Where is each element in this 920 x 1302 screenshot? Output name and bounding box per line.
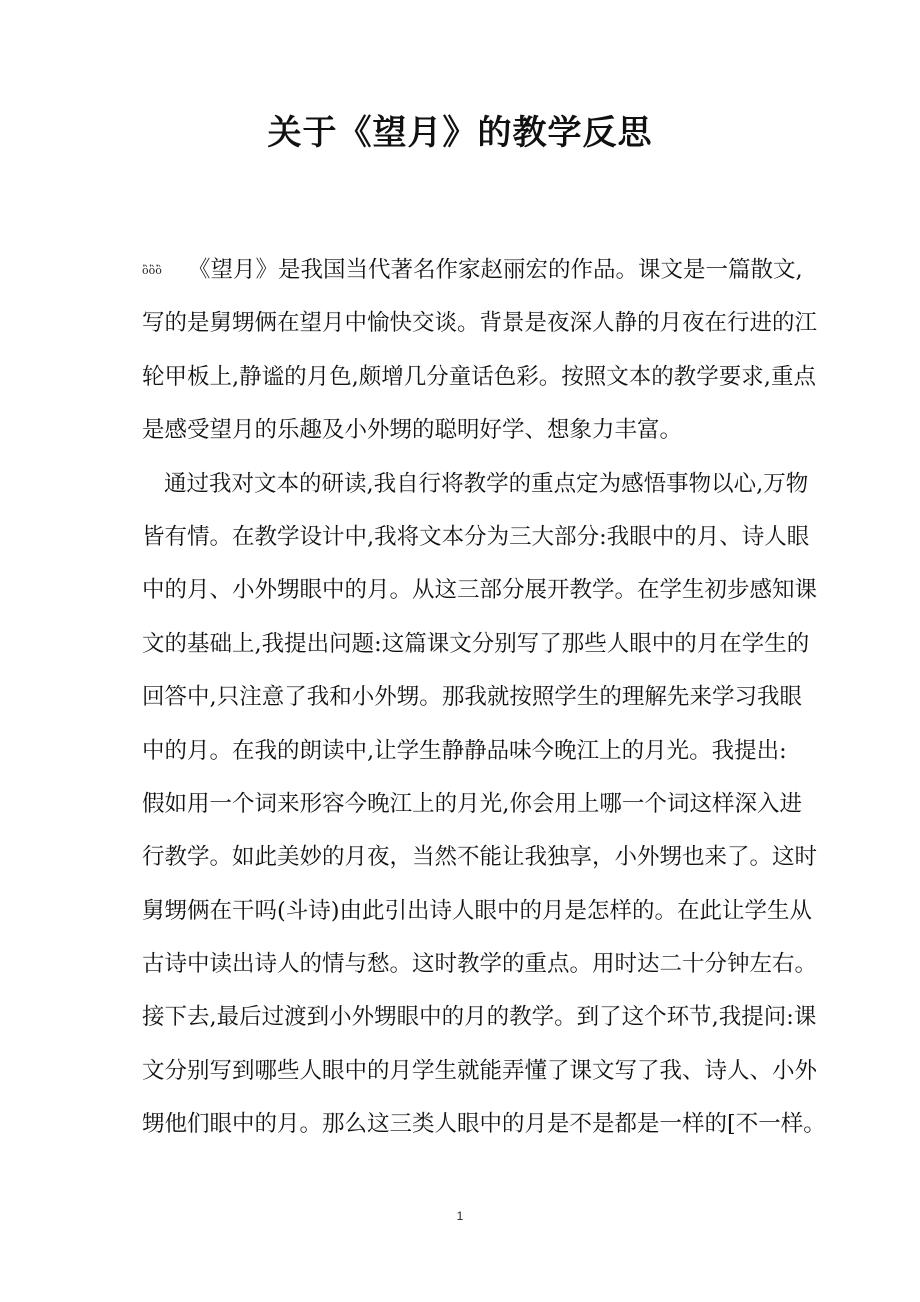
- text-line: 古诗中读出诗人的情与愁。这时教学的重点。用时达二十分钟左右。: [142, 951, 818, 978]
- page-title: 关于《望月》的教学反思: [267, 113, 653, 153]
- text-line: 行教学。如此美妙的月夜，当然不能让我独享，小外甥也来了。这时: [142, 844, 818, 871]
- text-line: 接下去,最后过渡到小外甥眼中的月的教学。到了这个环节,我提问:课: [142, 1004, 817, 1031]
- text-line: 轮甲板上,静谧的月色,颇增几分童话色彩。按照文本的教学要求,重点: [142, 363, 816, 390]
- text-line: 中的月、小外甥眼中的月。从这三部分展开教学。在学生初步感知课: [142, 577, 818, 604]
- text-line: 舅甥俩在干吗(斗诗)由此引出诗人眼中的月是怎样的。在此让学生从: [142, 897, 813, 924]
- text-line: 中的月。在我的朗读中,让学生静静品味今晚江上的月光。我提出:: [142, 737, 787, 764]
- text-line: 文分别写到哪些人眼中的月学生就能弄懂了课文写了我、诗人、小外: [142, 1057, 818, 1084]
- text-line: 文的基础上,我提出问题:这篇课文分别写了那些人眼中的月在学生的: [142, 630, 810, 657]
- text-line: 写的是舅甥俩在望月中愉快交谈。背景是夜深人静的月夜在行进的江: [142, 310, 818, 337]
- text-line: ὂὂὂ 《望月》是我国当代著名作家赵丽宏的作品。课文是一篇散文,: [142, 244, 802, 297]
- body-text: [142, 244, 826, 1152]
- text-line: 是感受望月的乐趣及小外甥的聪明好学、想象力丰富。: [142, 417, 683, 444]
- text-line: 通过我对文本的研读,我自行将教学的重点定为感悟事物以心,万物: [164, 470, 809, 497]
- text-line: 假如用一个词来形容今晚江上的月光,你会用上哪一个词这样深入进: [142, 790, 802, 817]
- paragraph-marker: ὂὂὂ: [142, 264, 162, 278]
- page-number: 1: [456, 1209, 464, 1223]
- text-line: 甥他们眼中的月。那么这三类人眼中的月是不是都是一样的[不一样。: [142, 1111, 826, 1138]
- text-line: 回答中,只注意了我和小外甥。那我就按照学生的理解先来学习我眼: [142, 684, 802, 711]
- text-line: 皆有情。在教学设计中,我将文本分为三大部分:我眼中的月、诗人眼: [142, 523, 810, 550]
